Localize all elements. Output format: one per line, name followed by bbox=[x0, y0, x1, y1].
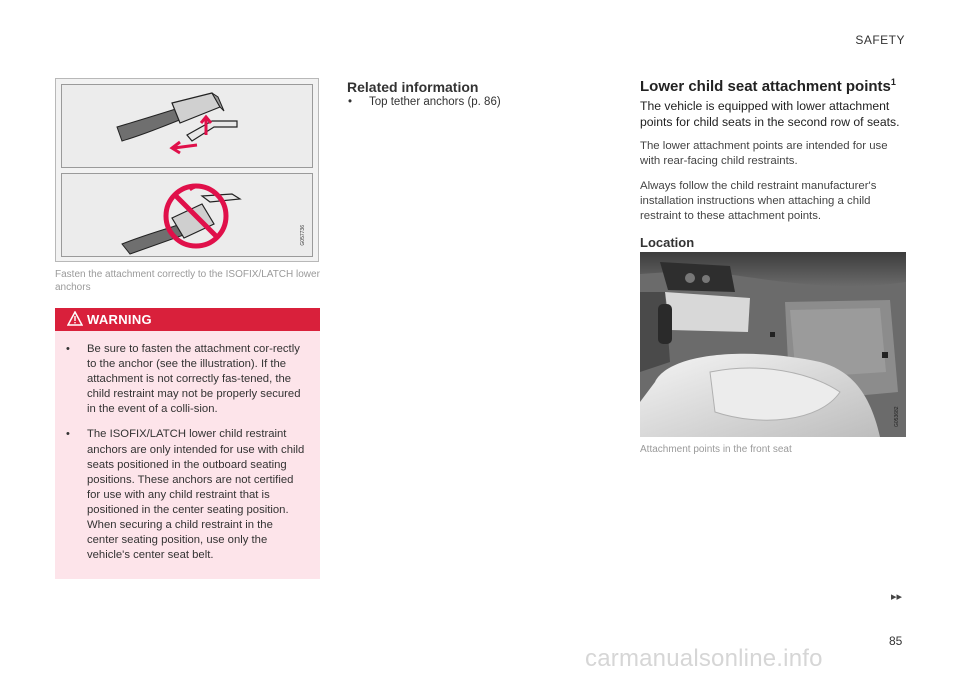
page-title bbox=[640, 77, 896, 95]
incorrect-attachment-drawing bbox=[62, 174, 312, 256]
body-paragraph: The lower attachment points are intended for use with rear-facing child restraints. bbox=[640, 140, 888, 167]
front-seat-drawing bbox=[640, 252, 906, 437]
intro-paragraph: The vehicle is equipped with lower attachment points for child seats in the second row of seats. bbox=[640, 99, 900, 129]
photo-caption: Attachment points in the front seat bbox=[640, 444, 792, 455]
watermark: carmanualsonline.info bbox=[585, 645, 823, 672]
body-paragraph: Always follow the child restraint manufacturer's installation instructions when attaching a child restraint to these attachment points. bbox=[640, 180, 877, 222]
warning-box bbox=[55, 308, 320, 579]
page-title-text: Lower child seat attachment points bbox=[640, 78, 891, 95]
warning-triangle-icon bbox=[67, 311, 83, 326]
footnote-marker[interactable]: 1 bbox=[890, 77, 896, 87]
location-heading: Location bbox=[640, 235, 695, 250]
next-page-arrows-icon[interactable]: ▸▸ bbox=[891, 591, 903, 603]
figure-code: G057736 bbox=[300, 225, 306, 246]
correct-attachment-drawing bbox=[62, 85, 312, 167]
incorrect-attachment-panel bbox=[61, 173, 313, 257]
photo-code: G053682 bbox=[894, 406, 900, 427]
page-number: 85 bbox=[889, 634, 903, 648]
left-arrow-icon bbox=[172, 142, 197, 153]
warning-item: • Be sure to fasten the attachment cor-rectly to the anchor (see the illustration). If the attachment is not correctly fas-tened, the child restraint may not be properly secured in the event of a colli-sion. bbox=[87, 342, 306, 417]
warning-item: • The ISOFIX/LATCH lower child restraint anchors are only intended for use with child seats positioned in the outboard seating positions. These anchors are not certified for use with any child restraint that is positioned in the center seating position. When securing a child restraint in the center seating position, use only the vehicle's center seat belt. bbox=[87, 427, 306, 563]
front-seat-photo bbox=[640, 252, 906, 437]
related-link-top-tether[interactable]: • Top tether anchors (p. 86) bbox=[369, 96, 501, 108]
isofix-illustration bbox=[55, 78, 319, 262]
warning-list bbox=[55, 331, 320, 563]
warning-title: WARNING bbox=[87, 312, 152, 327]
warning-header bbox=[55, 308, 320, 331]
related-information-title: Related information bbox=[347, 79, 479, 95]
figure-caption: Fasten the attachment correctly to the ISOFIX/LATCH lower anchors bbox=[55, 269, 320, 293]
section-header: SAFETY bbox=[855, 33, 905, 47]
correct-attachment-panel bbox=[61, 84, 313, 168]
